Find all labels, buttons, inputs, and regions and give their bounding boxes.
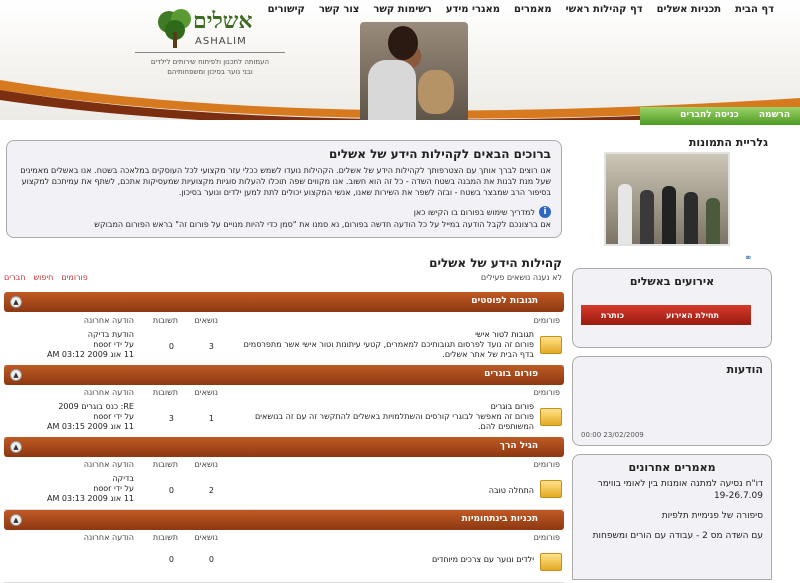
article-link[interactable]: דו"ח נסיעה למתנה אומנות בין לאומי בווימר 19-26.7.09 bbox=[597, 479, 763, 501]
events-box bbox=[572, 268, 772, 348]
collapse-icon[interactable]: ▲ bbox=[10, 441, 22, 453]
post-count: 0 bbox=[168, 555, 174, 564]
article-link[interactable]: עם השדה מס 2 - עבודה עם הורים ומשפחות bbox=[592, 531, 763, 541]
category-header[interactable] bbox=[4, 292, 564, 312]
gallery-image[interactable] bbox=[604, 152, 730, 246]
folder-icon bbox=[540, 480, 562, 498]
forum-legend bbox=[4, 273, 562, 282]
articles-box bbox=[572, 454, 772, 580]
last-post-time: 11 אוג 2009 03:13 AM bbox=[47, 494, 134, 503]
post-count: 3 bbox=[168, 414, 174, 423]
col-topics: נושאים bbox=[194, 316, 218, 325]
col-forums: פורומים bbox=[533, 533, 560, 542]
register-link[interactable]: הרשמה bbox=[758, 110, 790, 120]
forum-row bbox=[4, 400, 564, 438]
last-post-time: 11 אוג 2009 03:12 AM bbox=[47, 350, 134, 359]
welcome-box bbox=[6, 140, 562, 238]
info-icon: i bbox=[539, 206, 551, 218]
topic-count: 1 bbox=[208, 414, 214, 423]
forum-name[interactable]: ילדים ונוער עם צרכים מיוחדים bbox=[431, 555, 534, 564]
forum-name[interactable]: התחלה טובה bbox=[488, 486, 534, 495]
gallery-link-icon[interactable]: ⚭ bbox=[744, 253, 753, 264]
logo-latin: ASHALIM bbox=[195, 36, 247, 47]
folder-icon bbox=[540, 408, 562, 426]
forum-desc: פורום זה נועד לפרסום תגובותיכם למאמרים, קטעי עיתונות וטור אישי אשר מתפרסמים בדף הבית של אתר אשלים. bbox=[243, 340, 534, 359]
site-header bbox=[0, 0, 800, 120]
forum-row bbox=[4, 328, 564, 366]
category-header[interactable] bbox=[4, 510, 564, 530]
forum-name[interactable]: פורום בוגרים bbox=[490, 402, 534, 411]
col-last: הודעה אחרונה bbox=[83, 460, 134, 469]
last-post-author: על ידי noor bbox=[93, 484, 134, 493]
events-tabs bbox=[581, 305, 751, 325]
header-photo bbox=[360, 22, 468, 120]
collapse-icon[interactable]: ▲ bbox=[10, 296, 22, 308]
welcome-title: ברוכים הבאים לקהילות הידע של אשלים bbox=[328, 147, 551, 161]
last-post-title[interactable]: RE: כנס בוגרים 2009 bbox=[58, 402, 134, 411]
messages-box bbox=[572, 356, 772, 446]
column-headers bbox=[4, 460, 564, 472]
event-title-tab[interactable]: כותרת bbox=[600, 310, 625, 320]
col-last: הודעה אחרונה bbox=[83, 388, 134, 397]
col-topics: נושאים bbox=[194, 388, 218, 397]
col-last: הודעה אחרונה bbox=[83, 533, 134, 542]
guide-line bbox=[17, 206, 551, 218]
welcome-body: אנו רוצים לברך אותך עם הצטרפותך לקהילות הידע של אשלים. הקהילות נועדו לשמש ככלי עזר מקצועי לכל העוסקים במלאכה בשטח. אנו באשלים מאמינים שעל מנת לבנות את המבנה בשטח השדה - כל זה הוא חשוב. אנו מקווים שפה תוכלו להעלות סוגיות מקצועיות שמעסיקות אתכם, לשתף את עמיתכם למקצוע בסיפור הרב שמבצר בשטח - ובזה לשפר את השירות שאנו, אנשי המקצוע יכולים לתת למען ילדים ונוער בסיכון. bbox=[20, 166, 551, 197]
last-post-author: על ידי noor bbox=[93, 340, 134, 349]
nav-databases[interactable]: מאגרי מידע bbox=[445, 4, 500, 15]
nav-articles[interactable]: מאמרים bbox=[513, 4, 552, 15]
column-headers bbox=[4, 533, 564, 545]
forum-row bbox=[4, 545, 564, 583]
last-post-time: 11 אוג 2009 03:15 AM bbox=[47, 422, 134, 431]
nav-programs[interactable]: תכניות אשלים bbox=[656, 4, 722, 15]
last-post-title[interactable]: בדיקה bbox=[112, 474, 134, 483]
forum-title: קהילות הידע של אשלים bbox=[429, 256, 562, 270]
post-count: 0 bbox=[168, 486, 174, 495]
last-post bbox=[10, 402, 134, 432]
col-posts: תשובות bbox=[152, 316, 178, 325]
category-header[interactable] bbox=[4, 365, 564, 385]
last-post-title[interactable]: הודעת בדיקה bbox=[87, 330, 134, 339]
col-posts: תשובות bbox=[152, 388, 178, 397]
last-post bbox=[10, 474, 134, 504]
logo-hebrew: אשלים bbox=[193, 8, 253, 34]
logo-divider bbox=[135, 52, 285, 53]
collapse-icon[interactable]: ▲ bbox=[10, 369, 22, 381]
last-post bbox=[10, 330, 134, 360]
post-count: 0 bbox=[168, 342, 174, 351]
col-forums: פורומים bbox=[533, 460, 560, 469]
col-forums: פורומים bbox=[533, 316, 560, 325]
logo-tagline-2: ובני נוער בסיכון ומשפחותיהם bbox=[167, 68, 253, 76]
nav-links[interactable]: קישורים bbox=[267, 4, 305, 15]
messages-title: הודעות bbox=[726, 363, 763, 376]
forum-row bbox=[4, 472, 564, 510]
col-posts: תשובות bbox=[152, 460, 178, 469]
folder-icon bbox=[540, 336, 562, 354]
legend-search-link[interactable]: חיפוש bbox=[33, 273, 54, 282]
last-post-author: על ידי noor bbox=[93, 412, 134, 421]
event-start-tab[interactable]: תחילת האירוע bbox=[666, 310, 719, 320]
logo-tagline-1: העמותה לתכנון ולפיתוח שירותים לילדים bbox=[150, 58, 270, 66]
col-last: הודעה אחרונה bbox=[83, 316, 134, 325]
category-header[interactable] bbox=[4, 437, 564, 457]
col-posts: תשובות bbox=[152, 533, 178, 542]
legend-members-link[interactable]: חברים bbox=[4, 273, 26, 282]
message-time: 00:00 23/02/2009 bbox=[581, 431, 644, 439]
category-title: הגיל הרך bbox=[499, 441, 538, 451]
subscribe-note: אם ברצונכם לקבל הודעה במייל על כל הודעה חדשה בפורום, נא סמנו את "סמן כדי להיות מנויים על פורום זה" בראש הפורום המבוקש bbox=[94, 220, 551, 229]
tree-logo-icon bbox=[155, 8, 195, 50]
nav-communities[interactable]: דף קהילות ראשי bbox=[565, 4, 643, 15]
articles-title: מאמרים אחרונים bbox=[628, 461, 716, 474]
col-topics: נושאים bbox=[194, 460, 218, 469]
col-forums: פורומים bbox=[533, 388, 560, 397]
top-navigation bbox=[268, 4, 774, 15]
article-link[interactable]: סיפורה של פנימיית תלפיות bbox=[661, 511, 763, 521]
nav-home[interactable]: דף הבית bbox=[735, 4, 774, 15]
topic-count: 2 bbox=[208, 486, 214, 495]
login-link[interactable]: כניסה לחברים bbox=[680, 110, 739, 120]
category-title: פורום בוגרים bbox=[484, 369, 538, 379]
legend-forums-link[interactable]: פורומים bbox=[61, 273, 88, 282]
category-title: תגובות לפוסטים bbox=[471, 296, 538, 306]
nav-contact[interactable]: צור קשר bbox=[318, 4, 360, 15]
topic-count: 3 bbox=[208, 342, 214, 351]
events-title: אירועים באשלים bbox=[629, 275, 715, 288]
legend-status: לא נענה נושאים פעילים bbox=[480, 273, 562, 282]
folder-icon bbox=[540, 553, 562, 571]
auth-bar bbox=[640, 107, 800, 125]
category-title: תכניות בינתחומיות bbox=[461, 514, 538, 524]
collapse-icon[interactable]: ▲ bbox=[10, 514, 22, 526]
column-headers bbox=[4, 388, 564, 400]
col-topics: נושאים bbox=[194, 533, 218, 542]
gallery-title: גלריית התמונות bbox=[688, 136, 768, 149]
forum-name[interactable]: תגובות לטור אישי bbox=[475, 330, 534, 339]
nav-contact-lists[interactable]: רשימות קשר bbox=[373, 4, 432, 15]
topic-count: 0 bbox=[208, 555, 214, 564]
column-headers bbox=[4, 316, 564, 328]
guide-link[interactable]: למדריך שימוש בפורום בו הקישו כאן bbox=[413, 207, 535, 217]
forum-desc: פורום זה מאפשר לבוגרי קורסים והשתלמויות באשלים להתקשר זה עם זה בנושאים המשותפים להם. bbox=[254, 412, 534, 431]
